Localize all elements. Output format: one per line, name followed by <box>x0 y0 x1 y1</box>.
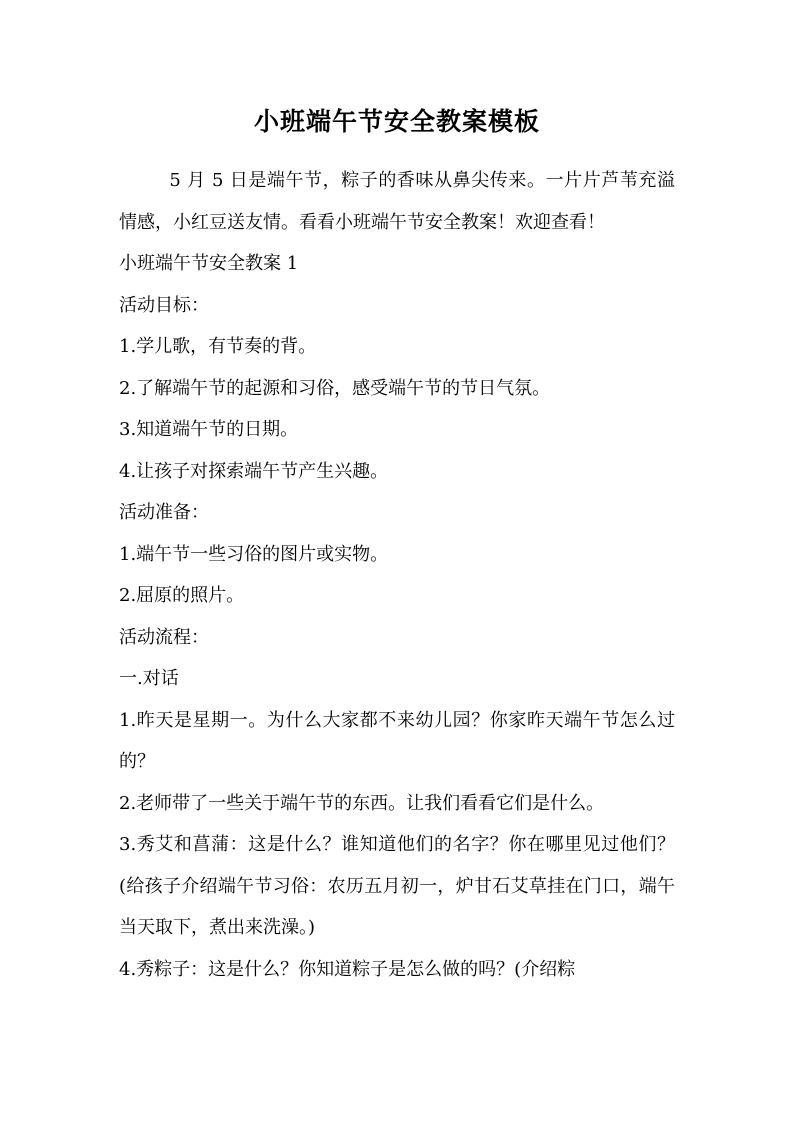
list-item: 2.了解端午节的起源和习俗，感受端午节的节日气氛。 <box>119 377 551 399</box>
document-title: 小班端午节安全教案模板 <box>253 107 540 136</box>
list-item: 1.端午节一些习俗的图片或实物。 <box>119 543 389 565</box>
list-item: 1.学儿歌，有节奏的背。 <box>119 336 317 357</box>
step-heading: 一.对话 <box>119 668 179 689</box>
intro-paragraph: 5 月 5 日是端午节，粽子的香味从鼻尖传来。一片片芦苇充溢情感，小红豆送友情。看看小班端午节安全教案！欢迎查看！ <box>119 170 675 233</box>
document-body <box>119 160 675 990</box>
list-item: 4.让孩子对探索端午节产生兴趣。 <box>119 460 389 482</box>
subheading-process: 活动流程： <box>119 626 209 648</box>
list-item: 4.秀粽子：这是什么？你知道粽子是怎么做的吗？(介绍粽 <box>119 958 576 980</box>
list-item: 3.知道端午节的日期。 <box>119 419 299 440</box>
list-item: 1.昨天是星期一。为什么大家都不来幼儿园？你家昨天端午节怎么过的？ <box>119 709 675 772</box>
list-item: 2.屈原的照片。 <box>119 585 245 606</box>
list-item: 3.秀艾和菖蒲：这是什么？谁知道他们的名字？你在哪里见过他们？(给孩子介绍端午节习俗：农历五月初一，炉甘石艾草挂在门口，端午当天取下，煮出来洗澡。) <box>119 834 675 938</box>
list-item: 2.老师带了一些关于端午节的东西。让我们看看它们是什么。 <box>119 792 605 814</box>
subheading-preparation: 活动准备： <box>119 502 209 523</box>
section-heading: 小班端午节安全教案 1 <box>119 253 299 274</box>
subheading-objectives: 活动目标： <box>119 294 209 316</box>
